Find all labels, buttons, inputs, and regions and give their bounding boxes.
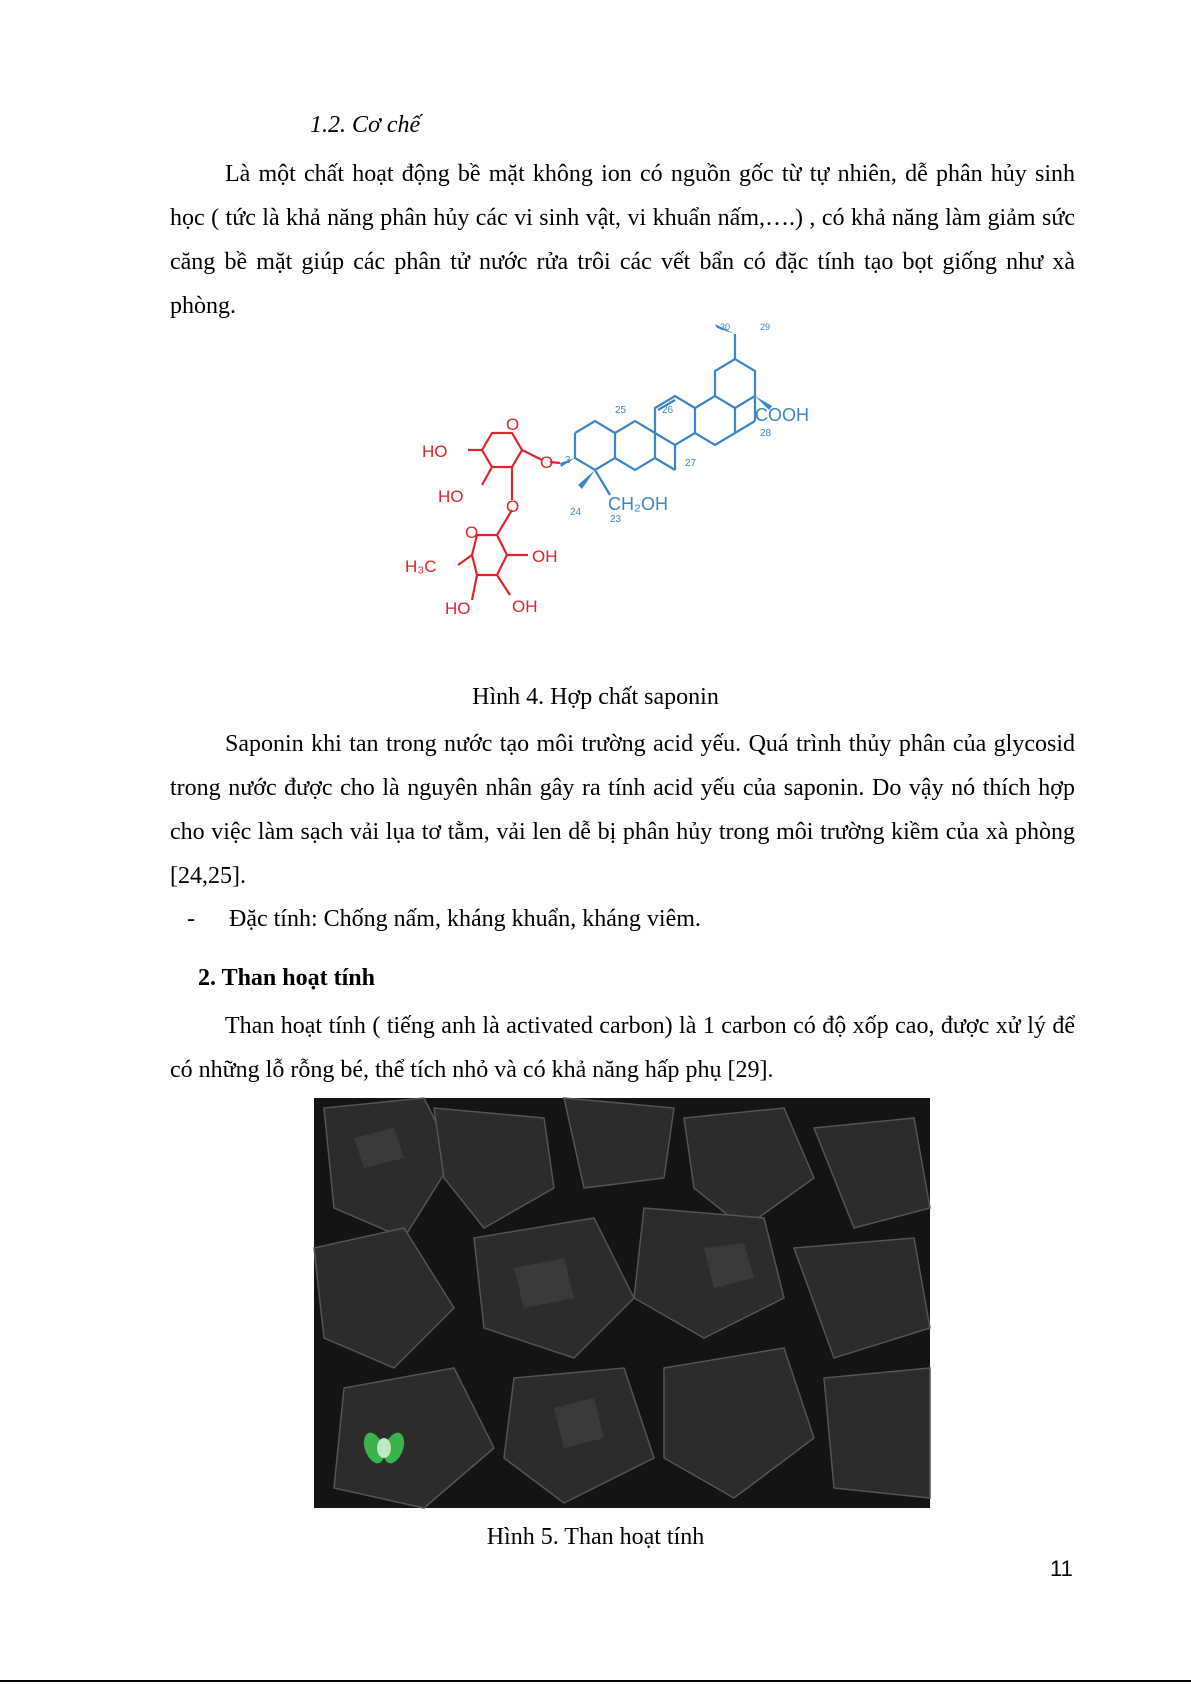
- label-27: 27: [685, 458, 697, 469]
- bullet-text: Đặc tính: Chống nấm, kháng khuẩn, kháng viêm.: [229, 906, 701, 932]
- subheading-mechanism: 1.2. Cơ chế: [310, 112, 421, 138]
- bottom-divider: [0, 1680, 1191, 1682]
- label-o-ring2: O: [465, 523, 479, 542]
- figure-4-caption: Hình 4. Hợp chất saponin: [472, 684, 719, 710]
- label-ho2: HO: [438, 487, 464, 506]
- label-25: 25: [615, 405, 627, 416]
- bullet-dash: -: [187, 906, 195, 932]
- paragraph-activated-carbon: Than hoạt tính ( tiếng anh là activated carbon) là 1 carbon có độ xốp cao, được xử lý để có những lỗ rỗng bé, thể tích nhỏ và có khả năng hấp phụ [29].: [170, 1013, 1075, 1083]
- page-number: 11: [1050, 1556, 1073, 1581]
- label-cooh: COOH: [755, 405, 809, 425]
- figure-5-caption: Hình 5. Than hoạt tính: [486, 1524, 705, 1550]
- label-h3c: H₃C: [405, 557, 437, 576]
- label-ch2oh: CH₂OH: [608, 494, 668, 514]
- activated-carbon-photo: [314, 1098, 930, 1508]
- label-oh2: OH: [512, 597, 538, 616]
- saponin-structure-figure: [405, 322, 890, 680]
- label-ho3: HO: [445, 599, 471, 618]
- label-28: 28: [760, 428, 772, 439]
- label-3: 3: [565, 455, 571, 466]
- paragraph-saponin-acid: Saponin khi tan trong nước tạo môi trường acid yếu. Quá trình thủy phân của glycosid trong nước được cho là nguyên nhân gây ra tính acid yếu của saponin. Do vậy nó thích hợp cho việc làm sạch vải lụa tơ tằm, vải len dễ bị phân hủy trong môi trường kiềm của xà phòng [24,25].: [170, 731, 1075, 889]
- label-o-ring1: O: [506, 415, 520, 434]
- label-o-link2: O: [506, 497, 520, 516]
- label-ho1: HO: [422, 442, 448, 461]
- label-23: 23: [610, 514, 622, 525]
- label-o-link1: O: [540, 453, 554, 472]
- paragraph-mechanism: Là một chất hoạt động bề mặt không ion có nguồn gốc từ tự nhiên, dễ phân hủy sinh học ( tức là khả năng phân hủy các vi sinh vật, vi khuẩn nấm,….) , có khả năng làm giảm sức căng bề mặt giúp các phân tử nước rửa trôi các vết bẩn có đặc tính tạo bọt giống như xà phòng.: [170, 161, 1075, 319]
- label-26: 26: [662, 405, 674, 416]
- label-29: 29: [760, 322, 771, 332]
- label-oh1: OH: [532, 547, 558, 566]
- heading-activated-carbon: 2. Than hoạt tính: [198, 965, 375, 991]
- label-24: 24: [570, 507, 582, 518]
- bullet-properties: [187, 906, 701, 933]
- label-30: 30: [720, 322, 731, 332]
